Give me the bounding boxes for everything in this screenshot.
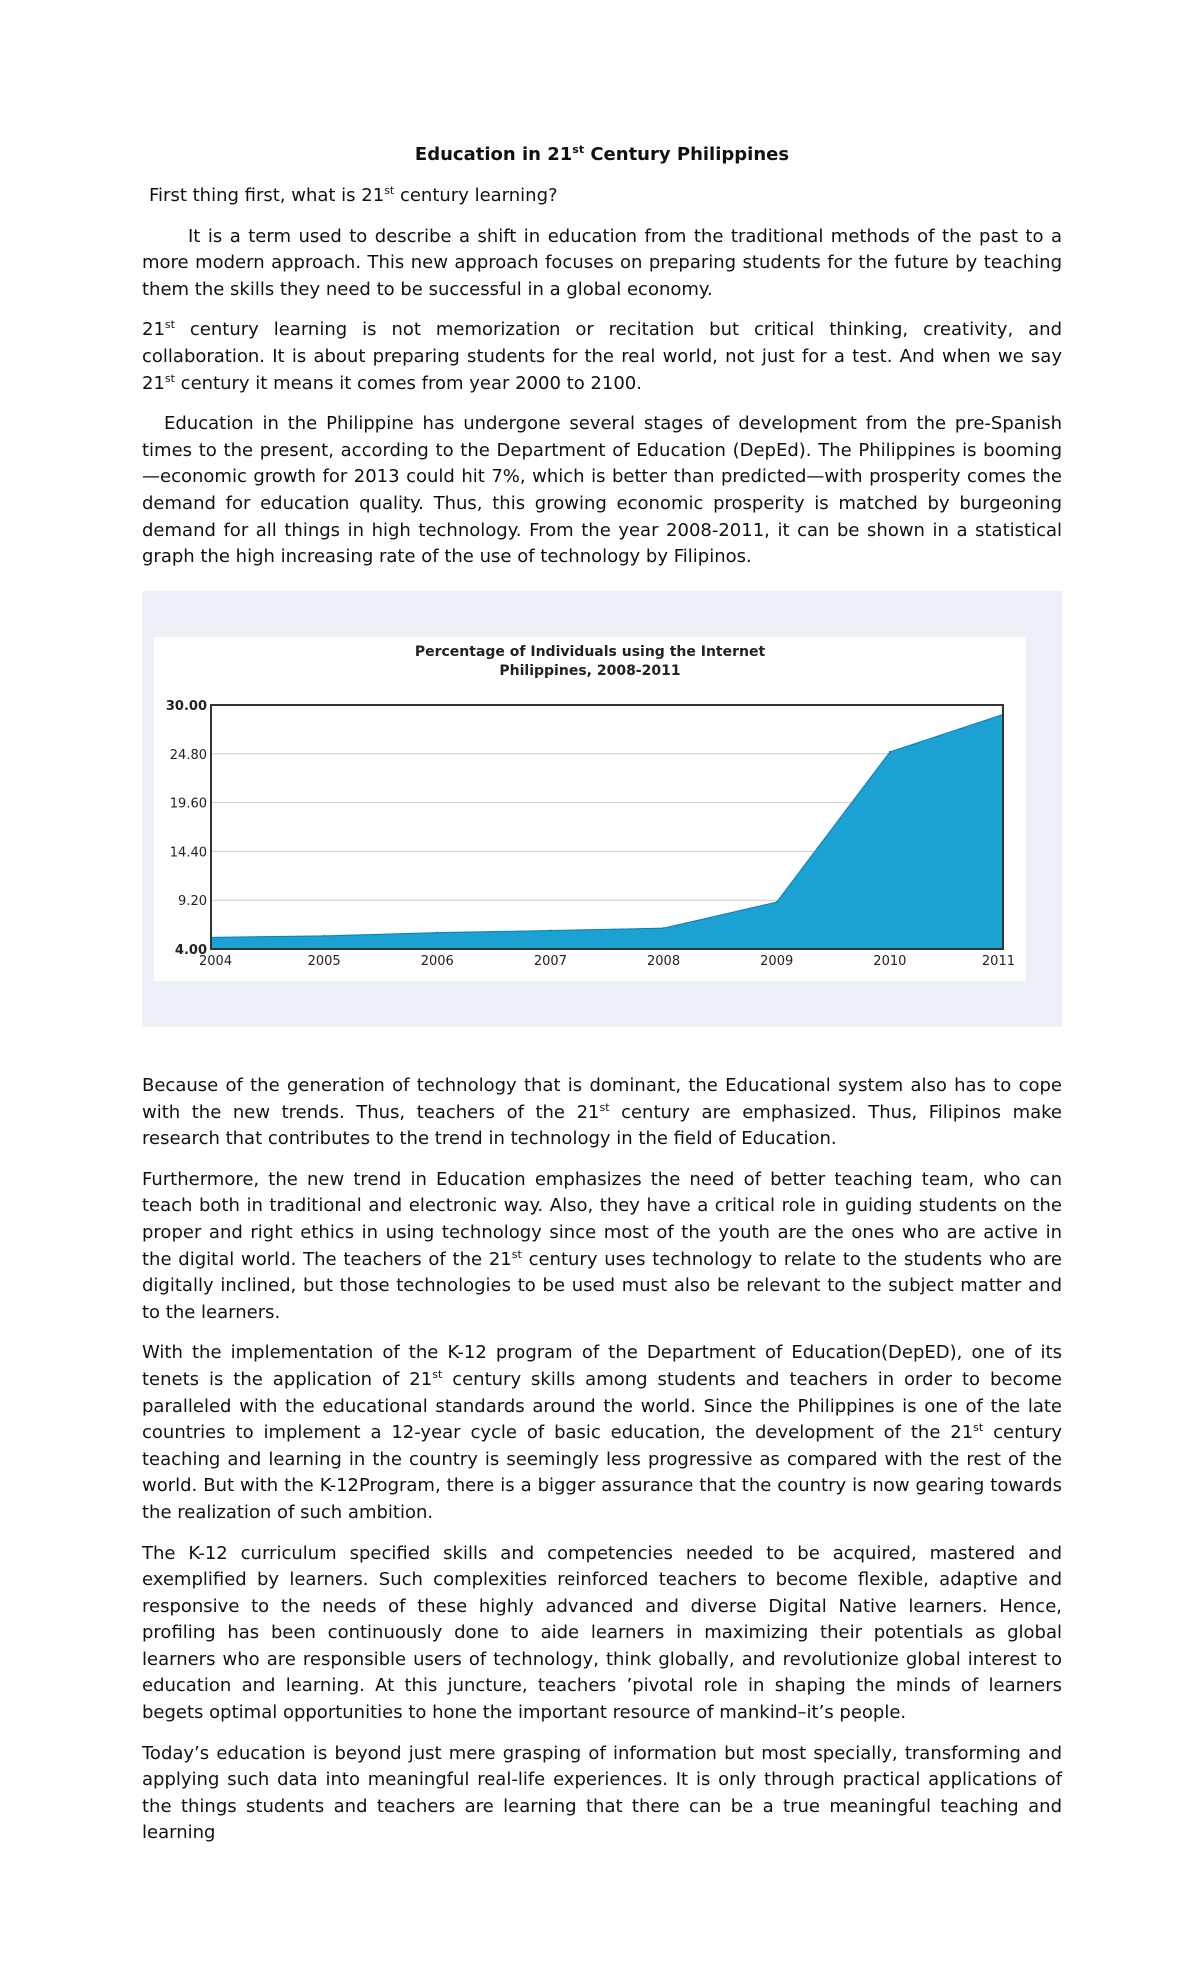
y-tick-label: 30.00 — [165, 699, 207, 714]
data-point — [549, 930, 551, 932]
data-point — [776, 901, 778, 903]
x-axis-ticks — [199, 954, 1015, 969]
title-text-a: Education in 21 — [414, 144, 573, 165]
question-paragraph — [149, 183, 1062, 210]
y-tick-label: 19.60 — [169, 796, 207, 812]
p4-text-a: Because of the generation of technology that is dominant, the Educational system also has to cope with the new trends. Thus, teachers of the 21 — [142, 1075, 1062, 1123]
paragraph-2 — [142, 317, 1062, 397]
question-text-b: century learning? — [394, 185, 558, 206]
chart-title: Percentage of Individuals using the Internet — [414, 644, 766, 660]
document-title — [142, 143, 1062, 167]
document-page — [142, 143, 1062, 585]
data-point — [663, 927, 665, 929]
p2-text-b: century learning is not memorization or recitation but critical thinking, creativity, and collaboration. It is about preparing students for the real world, not just for a test. And when we say 21 — [142, 319, 1062, 394]
p6-text-a: With the implementation of the K-12 program of the Department of Education(DepED), one of its tenets is the application of 21 — [142, 1342, 1062, 1390]
paragraph-3: Education in the Philippine has undergone several stages of development from the pre-Spanish times to the present, according to the Department of Education (DepEd). The Philippines is booming—economic growth for 2013 could hit 7%, which is better than predicted—with prosperity comes the demand for education quality. Thus, this growing economic prosperity is matched by burgeoning demand for all things in high technology. From the year 2008-2011, it can be shown in a statistical graph the high increasing rate of the use of technology by Filipinos. — [142, 413, 1062, 568]
p4-text-b: century are emphasized. Thus, Filipinos make research that contributes to the trend in technology in the field of Education. — [142, 1101, 1062, 1150]
p5-text-a: Furthermore, the new trend in Education emphasizes the need of better teaching team, who can teach both in traditional and electronic way. Also, they have a critical role in guiding students on the proper and right ethics in using technology since most of the youth are the ones who are active in the digital world. The teachers of the 21 — [142, 1168, 1062, 1270]
data-point — [889, 751, 891, 753]
question-ordinal: st — [384, 184, 395, 197]
p2-ordinal-1: st — [164, 318, 175, 332]
p6-text-b: century skills among students and teachers in order to become paralleled with the educational standards around the world. Since the Philippines is one of the late countries to implement a 12-year cycle of basic education, the development of the 21 — [142, 1368, 1063, 1444]
x-tick-label: 2011 — [981, 954, 1015, 969]
title-text-b: Century Philippines — [584, 144, 790, 165]
title-ordinal: st — [572, 143, 585, 156]
x-tick-label: 2005 — [307, 954, 341, 969]
data-point — [323, 935, 325, 937]
p5-text-b: century uses technology to relate to the students who are digitally inclined, but those technologies to be used must also be relevant to the subject matter and to the learners. — [142, 1248, 1062, 1323]
paragraph-1: It is a term used to describe a shift in education from the traditional methods of the past to a more modern approach. This new approach focuses on preparing students for the future by teaching them the skills they need to be successful in a global economy. — [142, 225, 1062, 300]
p2-text-c: century it means it comes from year 2000 to 2100. — [174, 372, 642, 394]
x-tick-label: 2009 — [760, 954, 794, 969]
x-tick-label: 2010 — [873, 954, 907, 969]
question-text-a: First thing first, what is 21 — [149, 185, 385, 206]
p6-text-c: century teaching and learning in the country is seemingly less progressive as compared with the rest of the world. But with the K-12Program, there is a bigger assurance that the country is now gearing towards the realization of such ambition. — [142, 1422, 1062, 1523]
y-axis-ticks — [166, 699, 207, 958]
paragraph-5 — [142, 1167, 1062, 1327]
p2-text-a: 21 — [142, 319, 165, 341]
paragraph-6 — [142, 1340, 1062, 1526]
paragraph-8: Today’s education is beyond just mere grasping of information but most specially, transforming and applying such data into meaningful real-life experiences. It is only through practical applications of the things students and teachers are learning that there can be a true meaningful teaching and learning — [142, 1742, 1062, 1844]
x-tick-label: 2004 — [199, 954, 233, 969]
internet-usage-chart — [154, 637, 1026, 981]
y-tick-label: 9.20 — [178, 894, 207, 910]
p6-ordinal-1: st — [432, 1367, 443, 1381]
chart-figure — [142, 591, 1062, 1027]
x-tick-label: 2008 — [647, 954, 681, 969]
area-series — [211, 714, 1003, 949]
p4-ordinal: st — [599, 1100, 610, 1114]
chart-subtitle: Philippines, 2008-2011 — [499, 663, 681, 679]
p5-ordinal: st — [511, 1247, 522, 1261]
y-tick-label: 24.80 — [169, 747, 207, 763]
y-tick-label: 14.40 — [169, 845, 207, 861]
chart-area-layer — [210, 713, 1004, 949]
chart-panel — [154, 637, 1026, 981]
paragraph-4 — [142, 1073, 1062, 1153]
data-point — [436, 932, 438, 934]
document-body-lower — [142, 1073, 1062, 1861]
p6-ordinal-2: st — [973, 1421, 984, 1435]
x-tick-label: 2007 — [533, 954, 567, 969]
x-tick-label: 2006 — [420, 954, 454, 969]
p2-ordinal-2: st — [164, 371, 175, 385]
y-tick-label: 4.00 — [174, 943, 207, 958]
paragraph-7: The K-12 curriculum specified skills and competencies needed to be acquired, mastered and exemplified by learners. Such complexities reinforced teachers to become flexible, adaptive and responsive to the needs of these highly advanced and diverse Digital Native learners. Hence, profiling has been continuously done to aide learners in maximizing their potentials as global learners who are responsible users of technology, think globally, and revolutionize global interest to education and learning. At this juncture, teachers ’pivotal role in shaping the minds of learners begets optimal opportunities to hone the important resource of mankind–it’s people. — [142, 1542, 1062, 1724]
